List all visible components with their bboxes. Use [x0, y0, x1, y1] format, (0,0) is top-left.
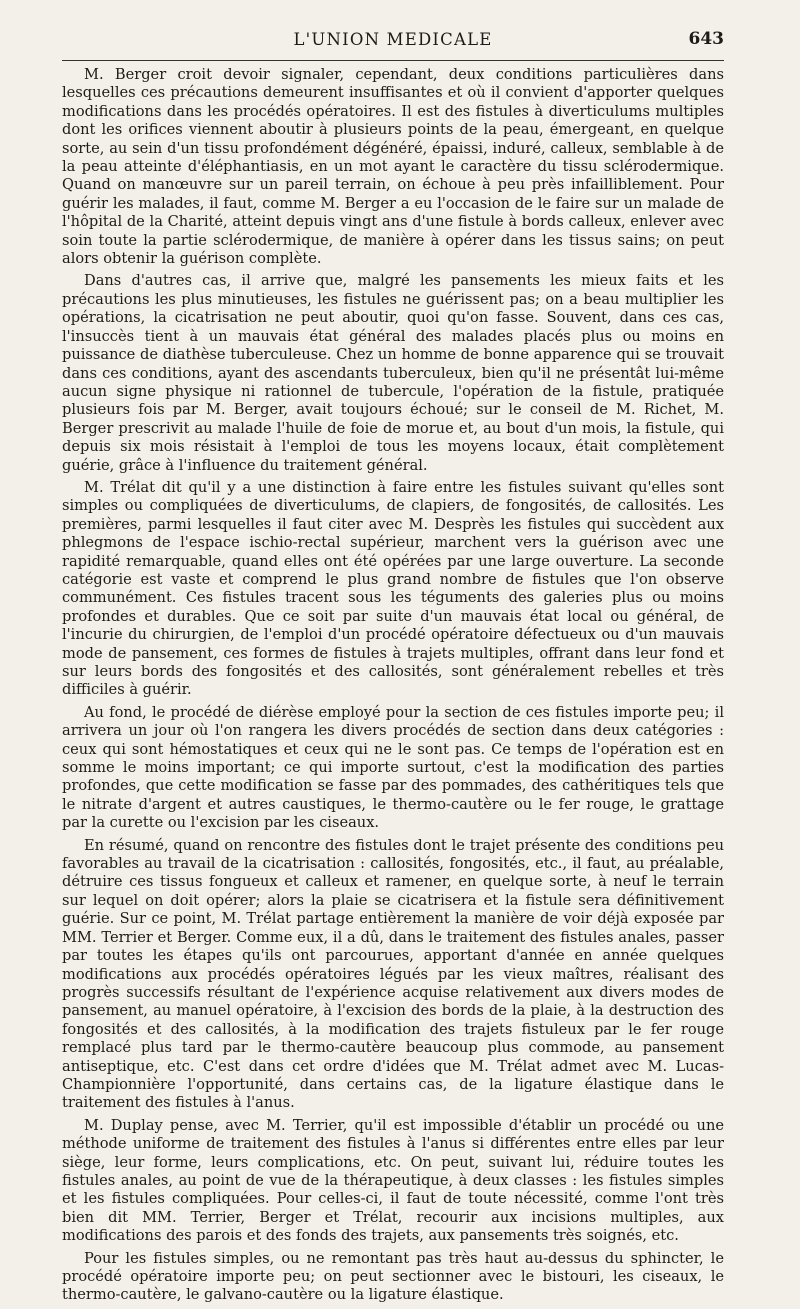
paragraph-trelat: M. Trélat dit qu'il y a une distinction à faire entre les fistules suivant qu'elles sont simples ou compliquées de diverticulums, de clapiers, de fongosités, de callosités. Les premières, parmi lesquelles il faut citer avec M. Desprès les fistules qui succèdent aux phlegmons de l'espace ischio-rectal supérieur, marchent vers la guérison avec une rapidité remarquable, quand elles ont été opérées par une large ouverture. La seconde catégorie est vaste et comprend le plus grand nombre de fistules que l'on observe communément. Ces fistules tracent sous les téguments des galeries plus ou moins profondes et durables. Que ce soit par suite d'un mauvais état local ou général, de l'incurie du chirurgien, de l'emploi d'un procédé opératoire défectueux ou d'un mauvais mode de pansement, ces formes de fistules à trajets multiples, offrant dans leur fond et sur leurs bords des fongosités et des callosités, sont généralement rebelles et très difficiles à guérir. — [62, 478, 724, 699]
paragraph-simple-fistules: Pour les fistules simples, ou ne remontant pas très haut au-dessus du sphincter, le procédé opératoire importe peu; on peut sectionner avec le bistouri, les ciseaux, le thermo-cautère, le galvano-cautère ou la ligature élastique. — [62, 1249, 724, 1304]
header-rule — [62, 60, 724, 61]
paragraph-berger-conditions: M. Berger croit devoir signaler, cependant, deux conditions particulières dans lesquelles ces précautions demeurent insuffisantes et où il convient d'apporter quelques modifications dans les procédés opératoires. Il est des fistules à diverticulums multiples dont les orifices viennent aboutir à plusieurs points de la peau, émergeant, en quelque sorte, au sein d'un tissu profondément dégénéré, épaissi, induré, calleux, semblable à de la peau atteinte d'éléphantiasis, en un mot ayant le caractère du tissu sclérodermique. Quand on manœuvre sur un pareil terrain, on échoue à peu près infailliblement. Pour guérir les malades, il faut, comme M. Berger a eu l'occasion de le faire sur un malade de l'hôpital de la Charité, atteint depuis vingt ans d'une fistule à bords calleux, enlever avec soin toute la partie sclérodermique, de manière à opérer dans les tissus sains; on peut alors obtenir la guérison complète. — [62, 66, 724, 268]
paragraph-other-cases: Dans d'autres cas, il arrive que, malgré les pansements les mieux faits et les précautions les plus minutieuses, les fistules ne guérissent pas; on a beau multiplier les opérations, la cicatrisation ne peut aboutir, quoi qu'on fasse. Souvent, dans ces cas, l'insuccès tient à un mauvais état général des malades placés plus ou moins en puissance de diathèse tuberculeuse. Chez un homme de bonne apparence qui se trouvait dans ces conditions, ayant des ascendants tuberculeux, bien qu'il ne présentât lui-même aucun signe physique ni rationnel de tubercule, l'opération de la fistule, pratiquée plusieurs fois par M. Berger, avait toujours échoué; sur le conseil de M. Richet, M. Berger prescrivit au malade l'huile de foie de morue et, au bout d'un mois, la fistule, qui depuis six mois résistait à l'emploi de tous les moyens locaux, était complètement guérie, grâce à l'influence du traitement général. — [62, 272, 724, 474]
paragraph-resume: En résumé, quand on rencontre des fistules dont le trajet présente des conditions peu favorables au travail de la cicatrisation : callosités, fongosités, etc., il faut, au préalable, détruire ces tissus fongueux et calleux et ramener, en quelque sorte, à neuf le terrain sur lequel on doit opérer; alors la plaie se cicatrisera et la fistule sera définitivement guérie. Sur ce point, M. Trélat partage entièrement la manière de voir déjà exposée par MM. Terrier et Berger. Comme eux, il a dû, dans le traitement des fistules anales, passer par toutes les étapes qu'ils ont parcourues, apportant d'année en année quelques modifications aux procédés opératoires légués par les vieux maîtres, réalisant des progrès successifs résultant de l'expérience acquise relativement aux divers modes de pansement, au manuel opératoire, à l'excision des bords de la plaie, à la destruction des fongosités et des callosités, à la modification des trajets fistuleux par le fer rouge remplacé plus tard par le thermo-cautère beaucoup plus commode, au pansement antiseptique, etc. C'est dans cet ordre d'idées que M. Trélat admet avec M. Lucas-Championnière l'opportunité, dans certains cas, de la ligature élastique dans le traitement des fistules à l'anus. — [62, 836, 724, 1112]
article-body — [62, 66, 724, 1309]
running-title: L'UNION MEDICALE — [293, 30, 493, 49]
paragraph-dierese: Au fond, le procédé de diérèse employé pour la section de ces fistules importe peu; il arrivera un jour où l'on rangera les divers procédés de section dans deux catégories : ceux qui sont hémostatiques et ceux qui ne le sont pas. Ce temps de l'opération est en somme le moins important; ce qui importe surtout, c'est la modification des parties profondes, que cette modification se fasse par des pommades, des cathéritiques tels que le nitrate d'argent et autres caustiques, le thermo-cautère ou le fer rouge, le grattage par la curette ou l'excision par les ciseaux. — [62, 703, 724, 832]
page-header — [62, 26, 724, 58]
page-number: 643 — [688, 29, 724, 49]
paragraph-duplay: M. Duplay pense, avec M. Terrier, qu'il est impossible d'établir un procédé ou une méthode uniforme de traitement des fistules à l'anus si différentes entre elles par leur siège, leur forme, leurs complications, etc. On peut, suivant lui, réduire toutes les fistules anales, au point de vue de la thérapeutique, à deux classes : les fistules simples et les fistules compliquées. Pour celles-ci, il faut de toute nécessité, comme l'ont très bien dit MM. Terrier, Berger et Trélat, recourir aux incisions multiples, aux modifications des parois et des fonds des trajets, aux pansements très soignés, etc. — [62, 1116, 724, 1245]
